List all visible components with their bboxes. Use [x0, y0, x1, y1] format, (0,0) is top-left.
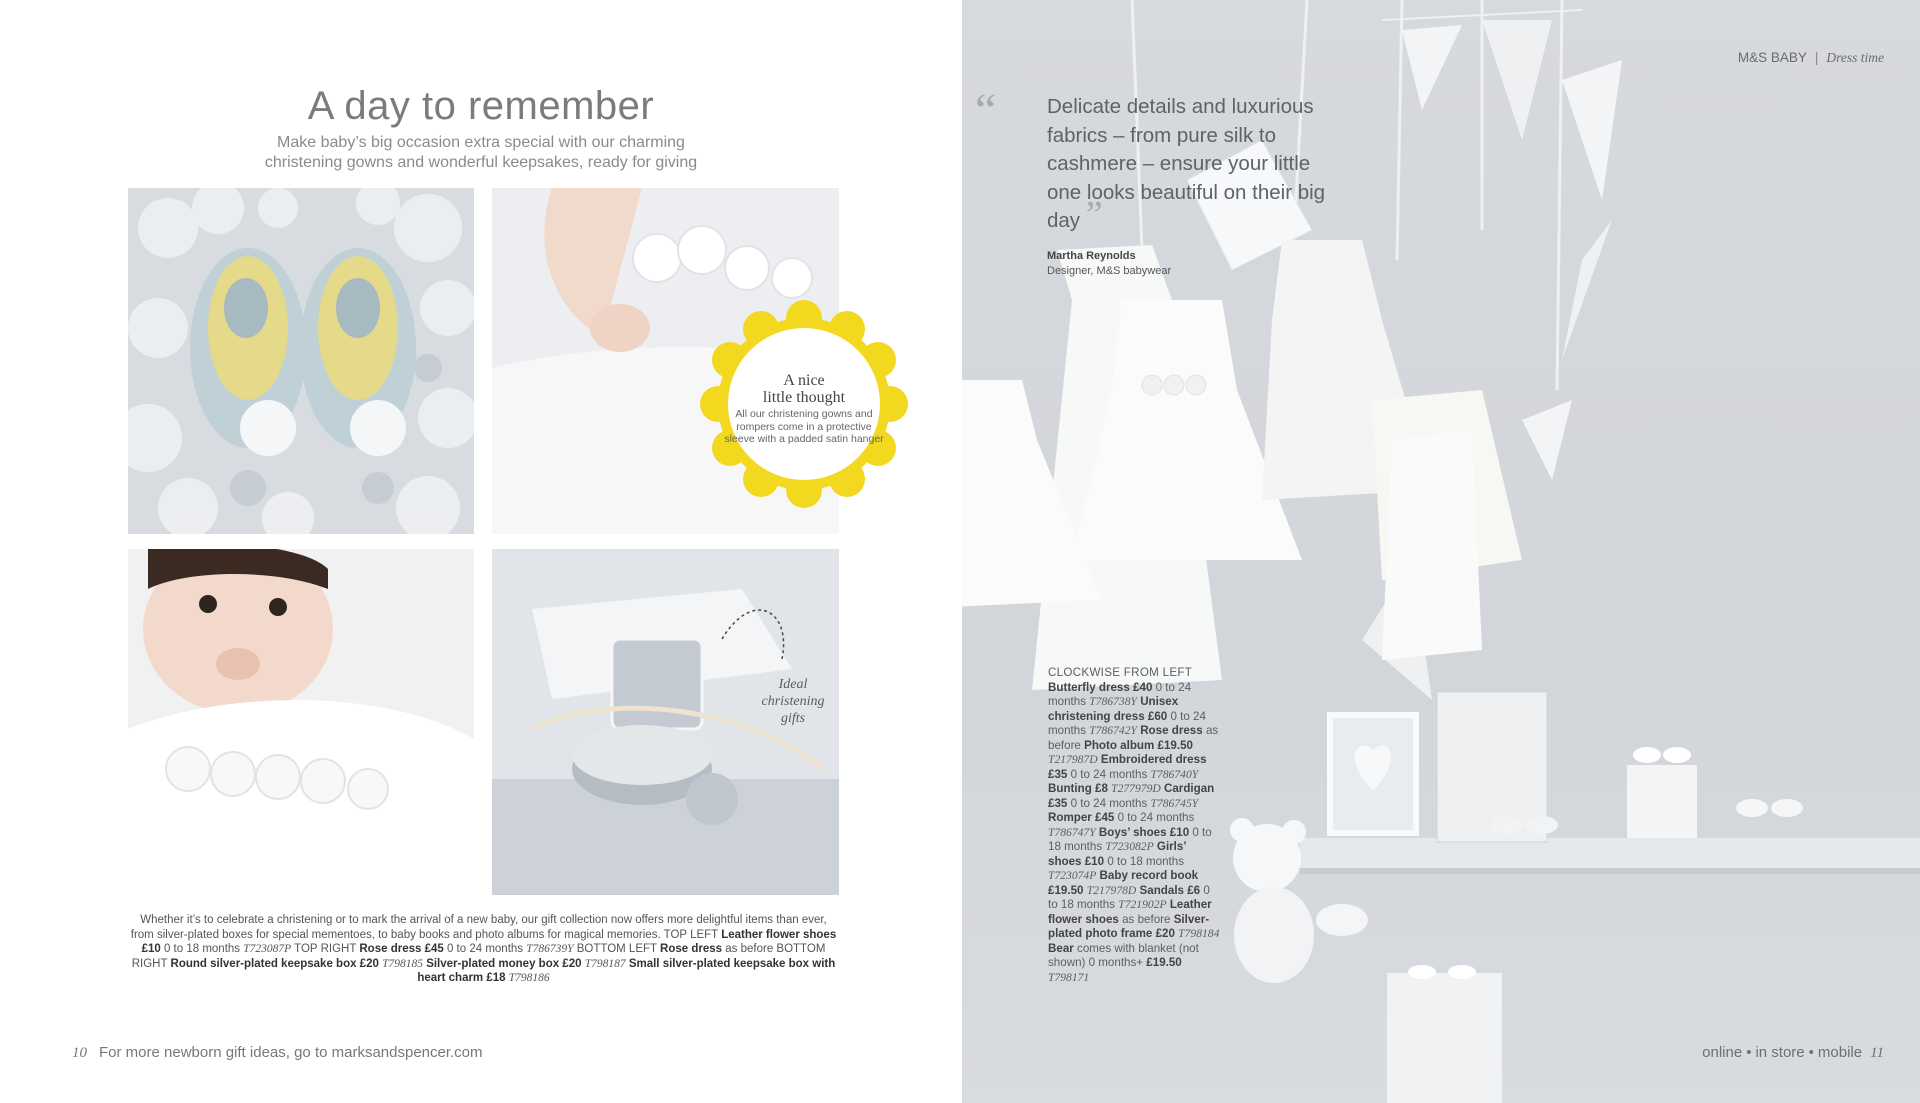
- credit-size: comes with blanket (not shown) 0 months+: [1048, 941, 1199, 969]
- credit-size: 0 to 24 months: [1048, 709, 1206, 737]
- caption-pos-1: TOP LEFT: [663, 928, 718, 941]
- page-subhead: [230, 133, 732, 173]
- caption-item-3: Rose dress: [660, 943, 723, 956]
- credit-code: T786738Y: [1089, 695, 1137, 708]
- credit-code: T786747Y: [1048, 825, 1096, 839]
- caption-item-1: Leather flower shoes £10: [141, 928, 837, 956]
- photo-leather-flower-shoes: [128, 188, 474, 534]
- credit-item: Cardigan £35: [1048, 782, 1215, 810]
- gift-note: [748, 676, 838, 727]
- credit-item: Romper £45: [1048, 811, 1115, 824]
- credit-code: T723082P: [1105, 840, 1154, 853]
- caption-code-1: T723087P: [243, 943, 292, 956]
- caption-size-1: 0 to 18 months: [163, 943, 241, 956]
- credit-size: 0 to 18 months: [1107, 854, 1185, 868]
- caption-pos-4: BOTTOM RIGHT: [131, 943, 826, 970]
- badge-text: [720, 372, 888, 446]
- caption-item-5: Silver-plated money box £20: [426, 957, 582, 970]
- credit-size: 0 to 18 months: [1048, 883, 1210, 911]
- footer-dot: •: [1746, 1044, 1752, 1061]
- caption-code-2: T786739Y: [526, 943, 574, 956]
- footer-mobile: mobile: [1817, 1044, 1863, 1061]
- page-number-right: 11: [1870, 1045, 1884, 1061]
- credit-item: Baby record book £19.50: [1048, 869, 1199, 897]
- caption-code-6: T798186: [508, 972, 550, 985]
- shoes-illustration: [128, 188, 474, 534]
- caption-code-4: T798185: [382, 957, 423, 970]
- caption-item-4: Round silver-plated keepsake box £20: [170, 957, 379, 970]
- footer-dot: •: [1808, 1044, 1814, 1061]
- credit-item: Embroidered dress £35: [1048, 753, 1207, 781]
- caption-intro: Whether it’s to celebrate a christening or to mark the arrival of a new baby, our gift collection now offers more delightful items than ever, from silver-plated boxes for special mementoes, to baby books and photo albums for magical memories.: [130, 914, 827, 941]
- credit-item: Rose dress: [1140, 724, 1203, 737]
- caption-pos-3: BOTTOM LEFT: [576, 943, 657, 956]
- quote-role: Designer, M&S babywear: [1047, 264, 1172, 277]
- badge-title-line-2: little thought: [762, 389, 846, 406]
- product-credits: [1048, 666, 1220, 985]
- subhead-line-2: christening gowns and wonderful keepsakes, ready for giving: [264, 154, 698, 171]
- brand-header: [1738, 50, 1884, 66]
- credit-item: Bear: [1048, 941, 1074, 955]
- credit-size: 0 to 24 months: [1070, 767, 1148, 781]
- brand-separator: |: [1814, 50, 1819, 65]
- quote-text: [1047, 93, 1337, 236]
- gift-note-line-1: Ideal: [778, 677, 808, 692]
- page-number-left: 10: [72, 1045, 87, 1061]
- right-page: [962, 0, 1920, 1103]
- credit-size: 0 to 24 months: [1117, 811, 1195, 824]
- footer-in-store: in store: [1755, 1044, 1805, 1061]
- credit-code: T786742Y: [1089, 724, 1137, 737]
- credit-item: Photo album £19.50: [1084, 738, 1193, 752]
- credit-item: Boys’ shoes £10: [1098, 825, 1190, 839]
- credit-code: T723074P: [1048, 869, 1097, 882]
- credit-size: as before: [1048, 724, 1219, 752]
- left-page-footer: [72, 1044, 483, 1062]
- credit-code: T786745Y: [1150, 796, 1199, 810]
- credit-item: Silver-plated photo frame £20: [1048, 912, 1210, 940]
- credit-code: T217987D: [1048, 753, 1098, 766]
- credit-size: 0 to 18 months: [1048, 825, 1212, 853]
- brand-name: M&S BABY: [1737, 50, 1807, 65]
- quote-close-mark: ”: [1085, 194, 1103, 236]
- subhead-line-1: Make baby’s big occasion extra special with our charming: [277, 134, 685, 151]
- designer-quote: [975, 84, 1337, 277]
- footer-online: online: [1702, 1044, 1743, 1061]
- credit-size: as before: [1122, 912, 1171, 926]
- credit-code: T217978D: [1086, 883, 1137, 897]
- credit-item: Sandals £6: [1139, 883, 1201, 897]
- product-caption: [128, 913, 839, 986]
- quote-open-mark: “: [975, 84, 997, 137]
- gift-note-line-2: christening: [761, 694, 825, 709]
- credit-item: Girls’ shoes £10: [1048, 840, 1186, 868]
- credit-code: T277979D: [1111, 782, 1161, 795]
- badge-title-line-1: A nice: [783, 372, 825, 389]
- credit-item: £19.50: [1146, 956, 1182, 969]
- page-headline: A day to remember: [307, 84, 655, 128]
- quote-body: Delicate details and luxurious fabrics – from pure silk to cashmere – ensure your little one looks beautiful on their big day: [1047, 95, 1326, 232]
- credits-header: CLOCKWISE FROM LEFT: [1048, 666, 1193, 679]
- credit-code: T721902P: [1118, 898, 1167, 911]
- credit-item: Leather flower shoes: [1048, 898, 1212, 926]
- caption-item-6: Small silver-plated keepsake box with heart charm £18: [417, 957, 836, 985]
- credit-code: T786740Y: [1150, 767, 1199, 781]
- caption-code-5: T798187: [584, 957, 626, 970]
- credit-size: 0 to 24 months: [1048, 680, 1192, 708]
- credit-size: 0 to 24 months: [1070, 796, 1148, 810]
- footer-link-text[interactable]: For more newborn gift ideas, go to marksandspencer.com: [99, 1044, 483, 1061]
- gift-note-line-3: gifts: [780, 711, 806, 726]
- credit-item: Bunting £8: [1048, 782, 1108, 795]
- caption-size-3: as before: [725, 943, 774, 956]
- credit-code: T798171: [1048, 970, 1090, 984]
- badge-body: All our christening gowns and rompers come in a protective sleeve with a padded satin hanger: [724, 408, 884, 445]
- baby-illustration: [128, 549, 474, 895]
- right-page-footer: [1702, 1044, 1884, 1062]
- credit-item: Butterfly dress £40: [1048, 680, 1153, 694]
- caption-item-2: Rose dress £45: [359, 943, 444, 956]
- section-name: Dress time: [1826, 50, 1884, 65]
- quote-author: Martha Reynolds: [1047, 249, 1136, 262]
- caption-pos-2: TOP RIGHT: [294, 943, 357, 956]
- credit-item: Unisex christening dress £60: [1048, 695, 1179, 723]
- credit-code: T798184: [1178, 927, 1220, 940]
- photo-baby-rose-dress: [128, 549, 474, 895]
- caption-size-2: 0 to 24 months: [446, 943, 524, 956]
